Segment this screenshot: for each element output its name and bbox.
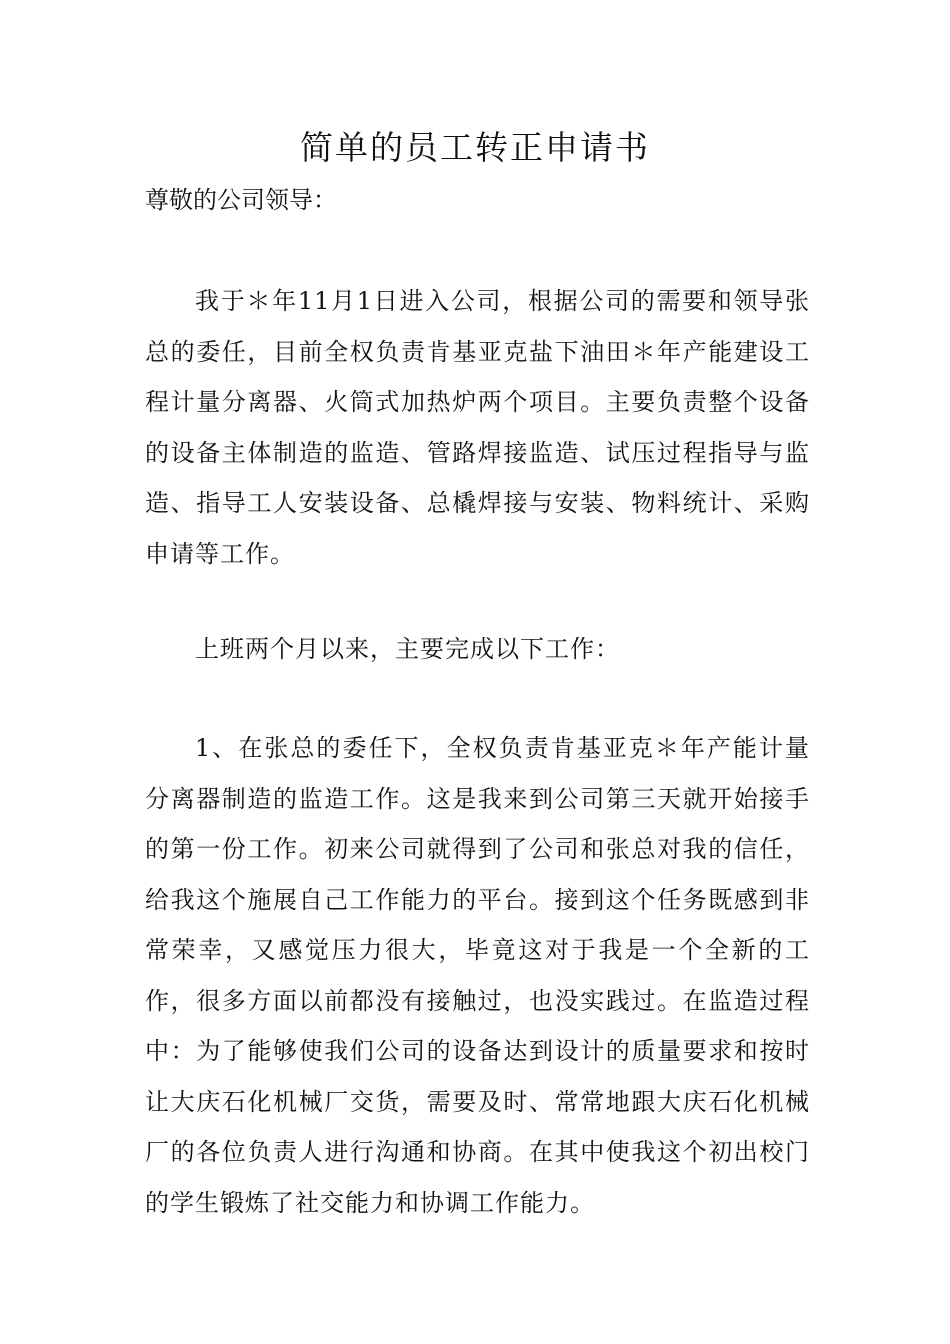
salutation: 尊敬的公司领导： xyxy=(145,186,337,214)
document-title: 简单的员工转正申请书 xyxy=(300,128,650,167)
paragraph-intro: 我于＊年11月1日进入公司，根据公司的需要和领导张总的委任，目前全权负责肯基亚克盐下油田＊年产能建设工程计量分离器、火筒式加热炉两个项目。主要负责整个设备的设备主体制造的监造、管路焊接监造、试压过程指导与监造、指导工人安装设备、总橇焊接与安装、物料统计、采购申请等工作。 xyxy=(145,287,810,568)
paragraph-item-1: 1、在张总的委任下，全权负责肯基亚克＊年产能计量分离器制造的监造工作。这是我来到公司第三天就开始接手的第一份工作。初来公司就得到了公司和张总对我的信任，给我这个施展自己工作能力的平台。接到这个任务既感到非常荣幸，又感觉压力很大，毕竟这对于我是一个全新的工作，很多方面以前都没有接触过，也没实践过。在监造过程中：为了能够使我们公司的设备达到设计的质量要求和按时让大庆石化机械厂交货，需要及时、常常地跟大庆石化机械厂的各位负责人进行沟通和协商。在其中使我这个初出校门的学生锻炼了社交能力和协调工作能力。 xyxy=(145,734,810,1217)
paragraph-summary-lead: 上班两个月以来，主要完成以下工作： xyxy=(195,635,620,663)
